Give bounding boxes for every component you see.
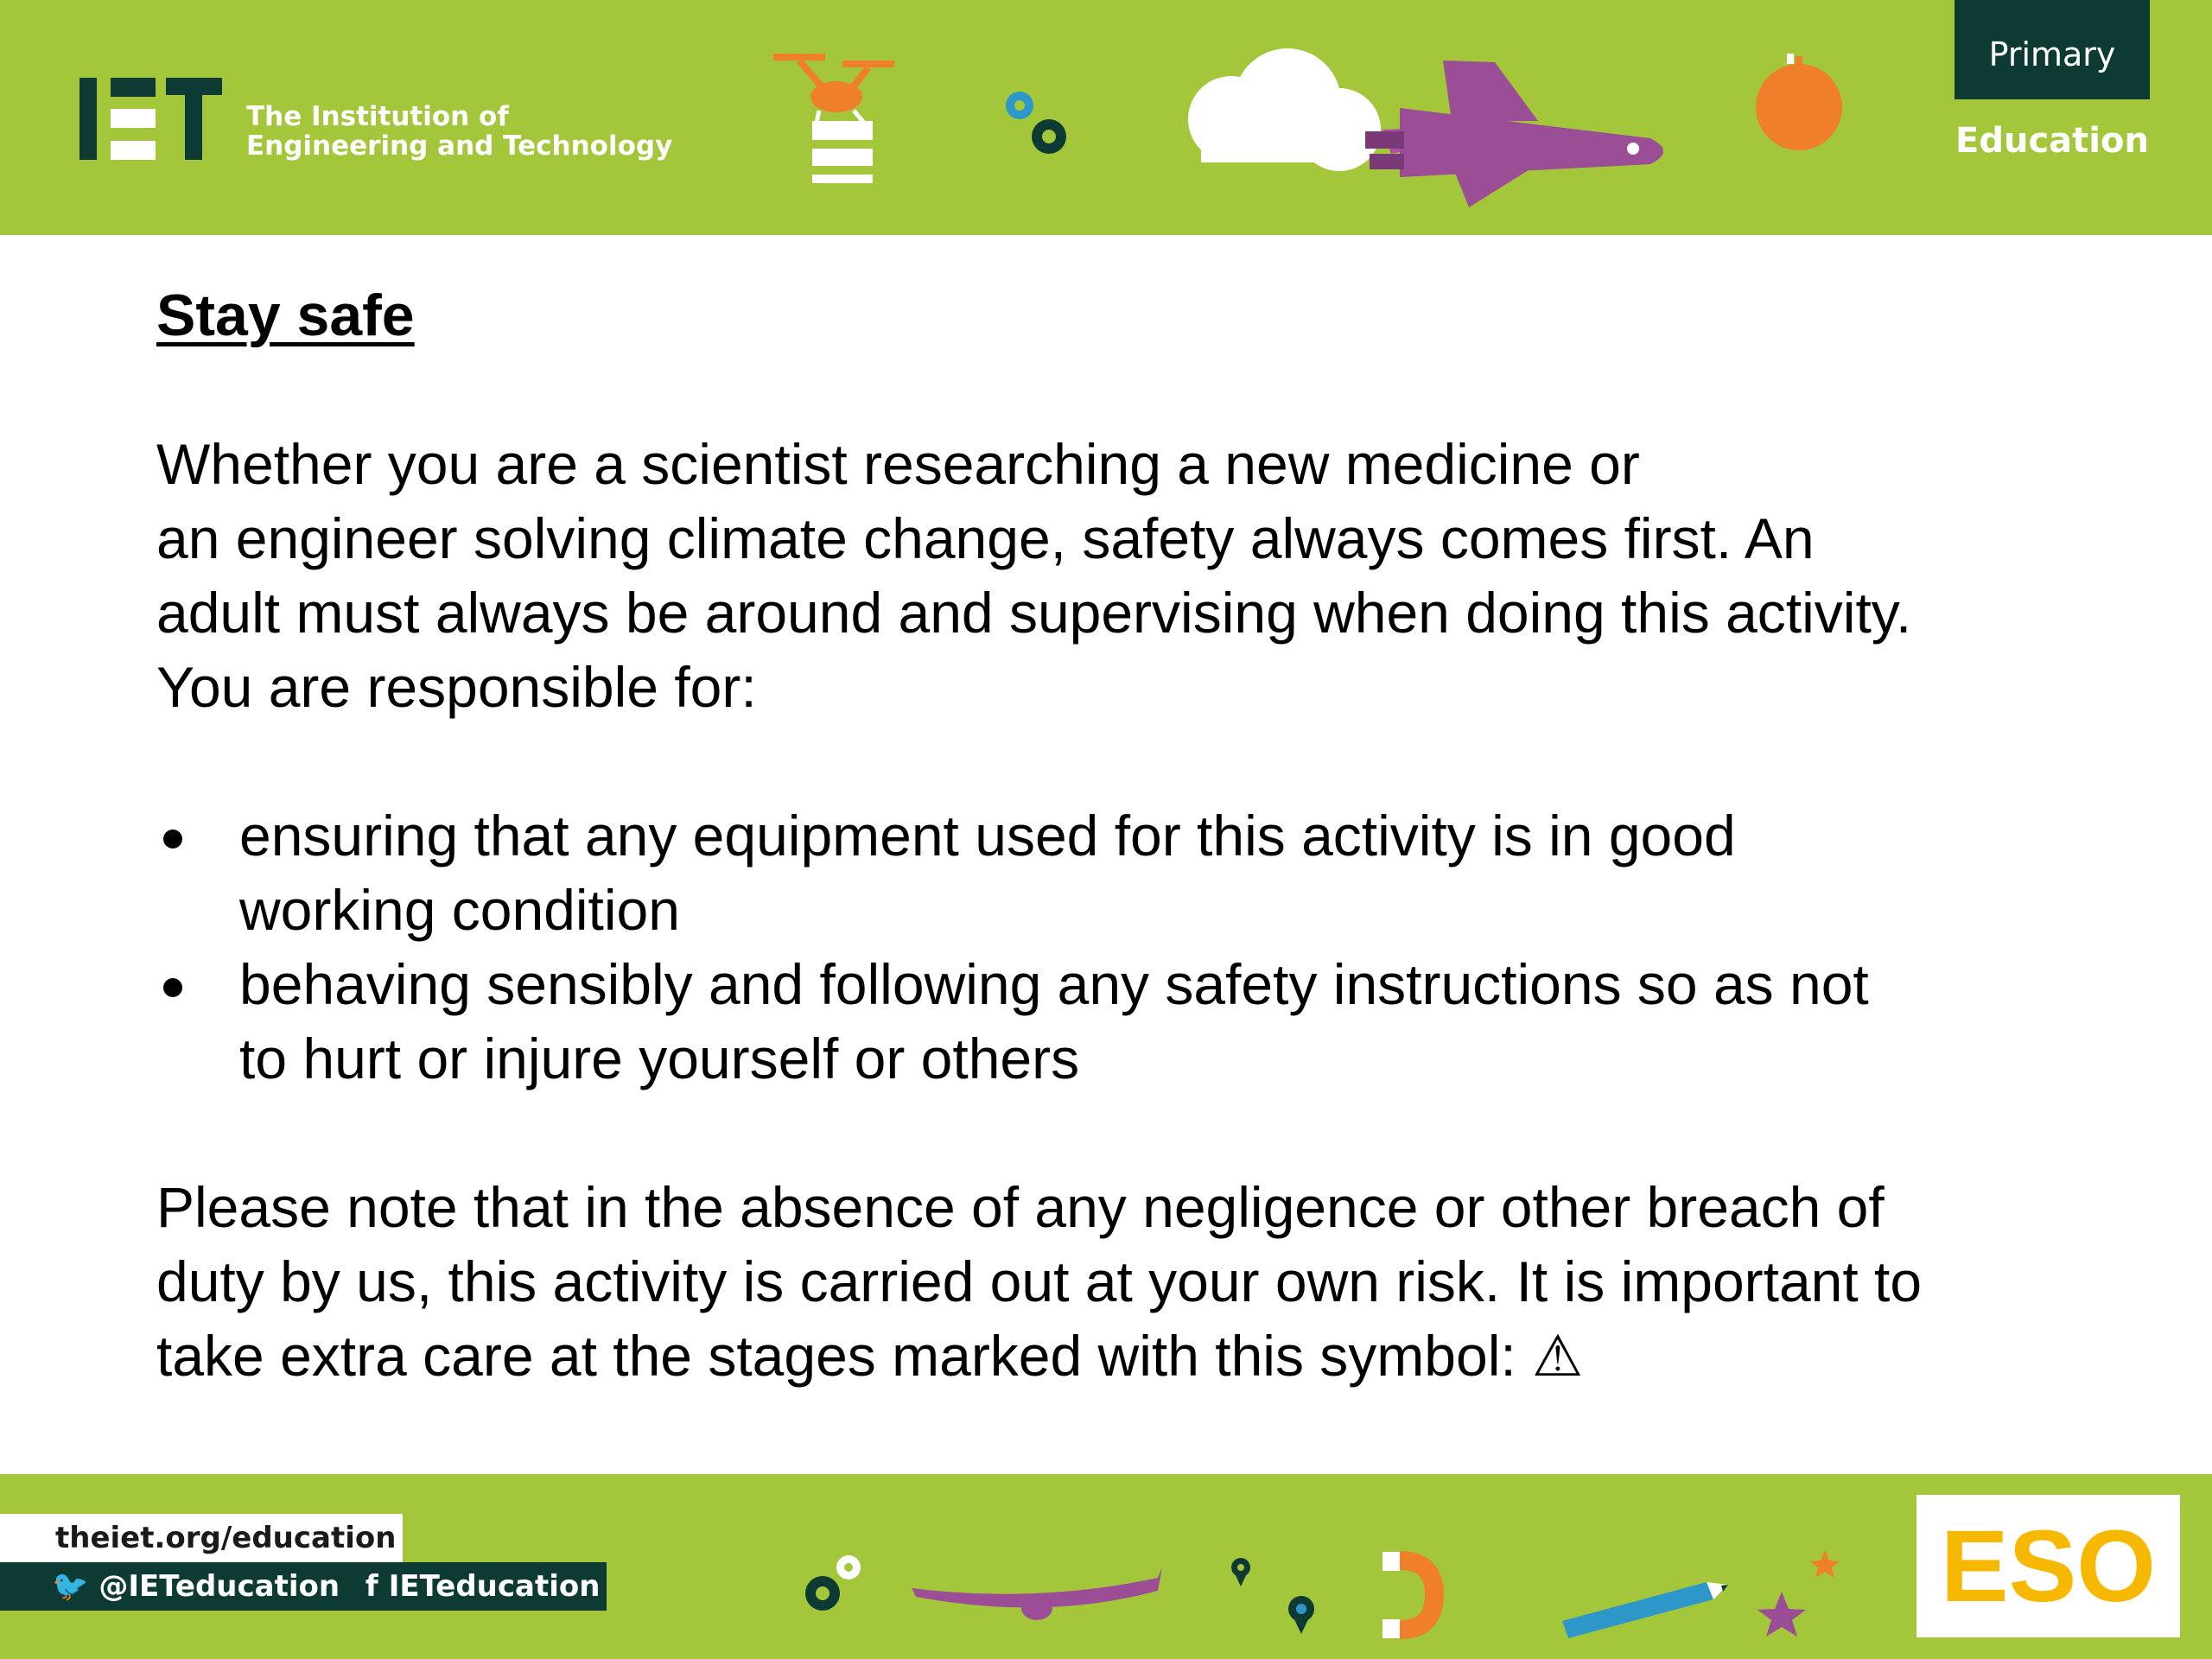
website-link[interactable]: theiet.org/education: [0, 1514, 403, 1562]
list-item: [156, 798, 2092, 947]
gears-icon: [1006, 92, 1066, 154]
intro-line-4: You are responsible for:: [156, 655, 757, 719]
org-name: [246, 102, 672, 161]
gears-icon: [805, 1555, 861, 1611]
bullet-2-line-2: to hurt or injure yourself or others: [239, 1027, 1080, 1090]
glider-icon: [912, 1567, 1162, 1620]
note-line-1: Please note that in the absence of any negligence or other breach of: [156, 1175, 1885, 1239]
note-line-3: take extra care at the stages marked with this symbol: ⚠: [156, 1324, 1584, 1388]
twitter-handle[interactable]: @IETeducation: [99, 1569, 340, 1604]
page-title: Stay safe: [156, 283, 415, 348]
org-name-line-1: The Institution of: [246, 101, 509, 132]
note-paragraph: [156, 1170, 2092, 1393]
location-pin-icon: [1231, 1558, 1314, 1634]
facebook-icon: f: [365, 1569, 378, 1604]
intro-paragraph: [156, 427, 2092, 724]
facebook-handle[interactable]: IETeducation: [388, 1569, 601, 1604]
eso-tag: ESO: [1916, 1495, 2180, 1637]
education-label: Education: [1955, 121, 2149, 161]
safety-content: [156, 278, 2092, 1393]
bullet-1-line-2: working condition: [239, 878, 680, 942]
cloud-icon: [1188, 48, 1381, 171]
note-line-2: duty by us, this activity is carried out at your own risk. It is important to: [156, 1249, 1923, 1313]
twitter-icon: 🐦: [52, 1569, 89, 1604]
drone-icon: [773, 54, 894, 183]
pencil-icon: [1562, 1582, 1728, 1638]
responsibility-list: [156, 798, 2092, 1096]
footer-illustrations: [778, 1491, 1866, 1647]
apple-icon: [1756, 54, 1842, 150]
primary-badge: Primary: [1955, 0, 2150, 99]
magnet-icon: [1382, 1552, 1434, 1638]
intro-line-2: an engineer solving climate change, safety always comes first. An: [156, 506, 1815, 570]
list-item: [156, 947, 2092, 1096]
intro-line-3: adult must always be around and supervising when doing this activity.: [156, 581, 1912, 645]
header-band: [0, 0, 2212, 235]
stars-icon: [1758, 1550, 1840, 1637]
iet-logo: [79, 78, 222, 160]
header-illustrations: [760, 35, 1866, 207]
footer-band: [0, 1474, 2212, 1659]
spacer: [156, 724, 2092, 798]
intro-line-1: Whether you are a scientist researching a new medicine or: [156, 432, 1640, 496]
space-shuttle-icon: [1365, 60, 1663, 207]
org-name-line-2: Engineering and Technology: [246, 130, 673, 162]
social-links: [0, 1562, 607, 1611]
spacer: [156, 1096, 2092, 1170]
bullet-2-line-1: behaving sensibly and following any safety instructions so as not: [239, 952, 1869, 1016]
bullet-1-line-1: ensuring that any equipment used for this activity is in good: [239, 804, 1736, 868]
